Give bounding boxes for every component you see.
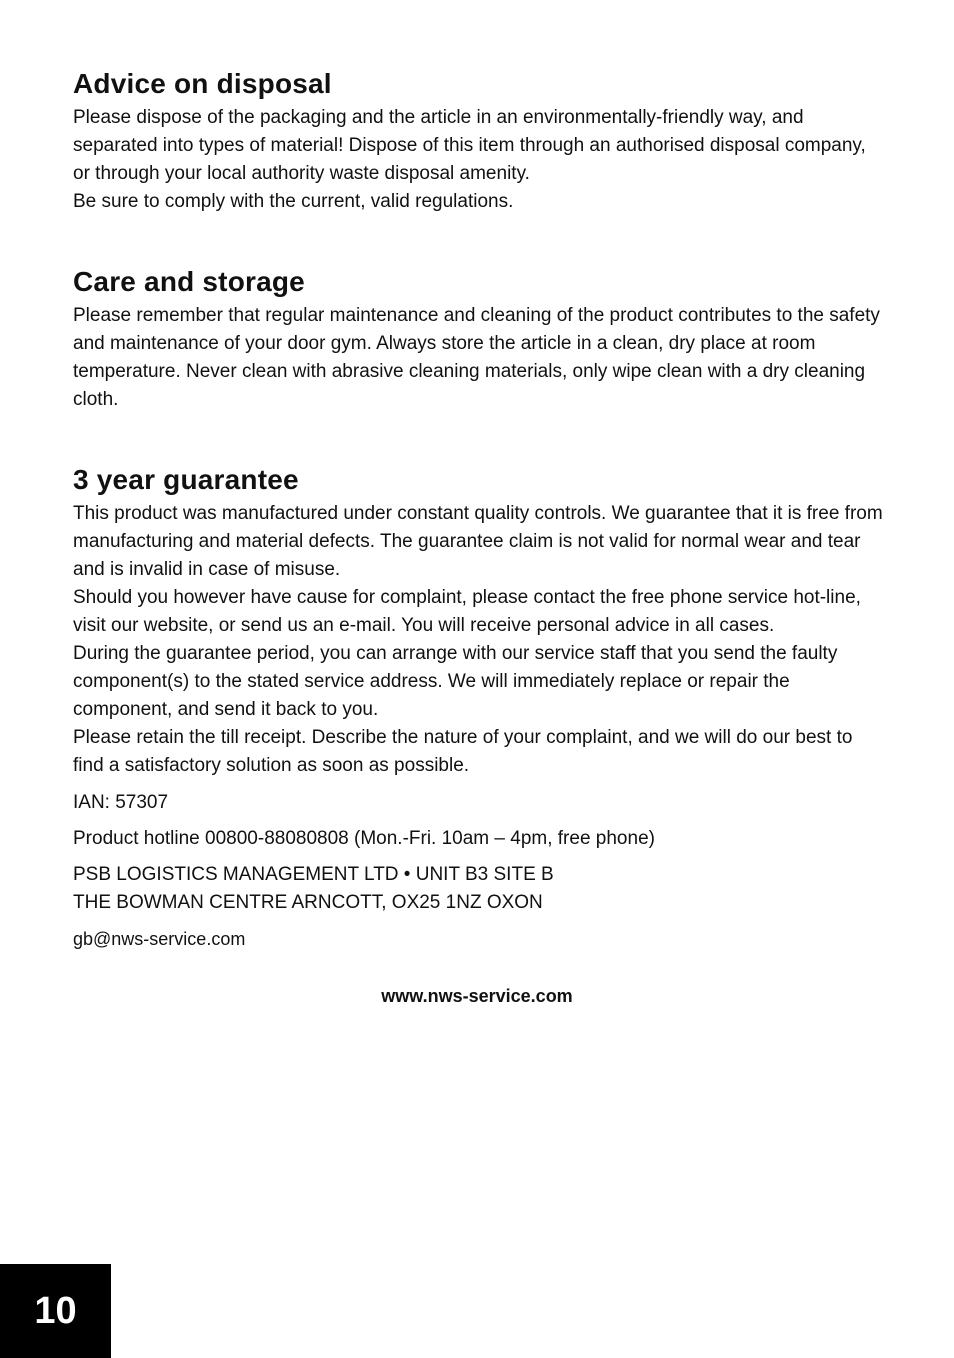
section-heading-care-storage: Care and storage (73, 266, 305, 297)
section-heading-disposal: Advice on disposal (73, 68, 332, 99)
paragraph: Please dispose of the packaging and the article in an environmentally-friendly way, and separated into types of material! Dispose of this item through an authorised disposal company, or through your local authority waste disposal amenity. (73, 107, 866, 184)
website-link[interactable]: www.nws-service.com (381, 986, 573, 1006)
paragraph: Should you however have cause for complaint, please contact the free phone service hot-line, visit our website, or send us an e-mail. You will receive personal advice in all cases. (73, 587, 861, 636)
page-content (73, 66, 885, 953)
paragraph: Be sure to comply with the current, valid regulations. (73, 191, 514, 212)
contact-email: gb@nws-service.com (73, 929, 246, 949)
section-disposal (73, 66, 885, 216)
company-address (73, 861, 885, 917)
company-address-line-2: THE BOWMAN CENTRE ARNCOTT, OX25 1NZ OXON (73, 892, 543, 913)
product-hotline: Product hotline 00800-88080808 (Mon.-Fri. 10am – 4pm, free phone) (73, 828, 655, 849)
section-guarantee (73, 462, 885, 953)
paragraph: This product was manufactured under constant quality controls. We guarantee that it is free from manufacturing and material defects. The guarantee claim is not valid for normal wear and tear and is invalid in case of misuse. (73, 503, 883, 580)
section-heading-guarantee: 3 year guarantee (73, 464, 299, 495)
paragraph: Please retain the till receipt. Describe the nature of your complaint, and we will do our best to find a satisfactory solution as soon as possible. (73, 727, 853, 776)
page-number-badge (0, 1264, 111, 1358)
ian-number: IAN: 57307 (73, 792, 169, 813)
paragraph: During the guarantee period, you can arrange with our service staff that you send the faulty component(s) to the stated service address. We will immediately replace or repair the component, and send it back to you. (73, 643, 838, 720)
paragraph: Please remember that regular maintenance and cleaning of the product contributes to the safety and maintenance of your door gym. Always store the article in a clean, dry place at room temperature. Never clean with abrasive cleaning materials, only wipe clean with a dry cleaning cloth. (73, 305, 880, 410)
section-care-storage (73, 264, 885, 414)
company-address-line-1: PSB LOGISTICS MANAGEMENT LTD • UNIT B3 SITE B (73, 864, 554, 885)
page-number: 10 (34, 1289, 77, 1332)
